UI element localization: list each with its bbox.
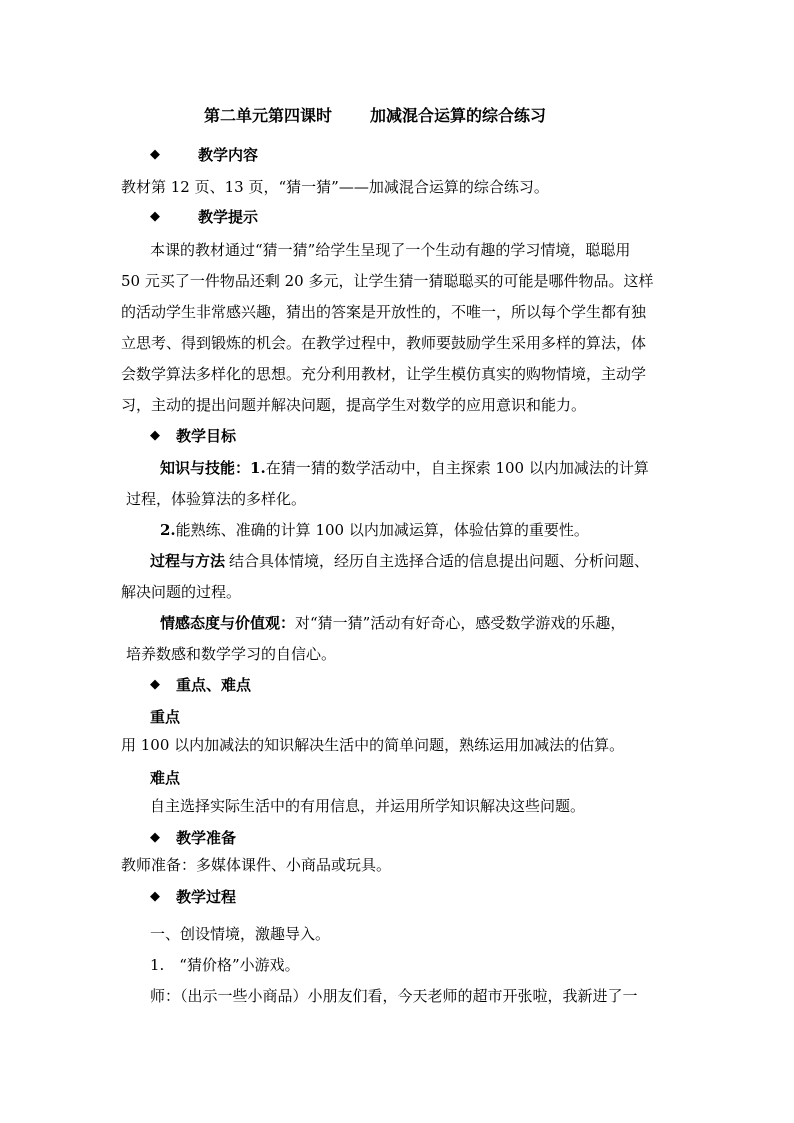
- knowledge-number: 2.: [160, 521, 176, 539]
- heading-prep: 教学准备: [176, 829, 237, 847]
- bullet-icon: ◆: [150, 209, 160, 224]
- title-topic: 加减混合运算的综合练习: [370, 106, 547, 125]
- knowledge-line: [160, 458, 649, 478]
- teacher-line: 师：（出示一些小商品）小朋友们看，今天老师的超市开张啦，我新进了一: [150, 987, 638, 1005]
- knowledge-text: 能熟练、准确的计算 100 以内加减运算，体验估算的重要性。: [175, 521, 589, 539]
- heading-goals: 教学目标: [176, 427, 237, 445]
- emotion-line: [160, 613, 625, 633]
- step-one-sub: 1. “猜价格”小游戏。: [150, 956, 300, 974]
- hint-line: 习，主动的提出问题并解决问题，提高学生对数学的应用意识和能力。: [121, 396, 587, 414]
- process-text: 结合具体情境，经历自主选择合适的信息提出问题、分析问题、: [229, 552, 650, 570]
- bullet-icon: ◆: [150, 830, 160, 845]
- title-lesson: 第二单元第四课时: [204, 106, 333, 125]
- hint-line: 50 元买了一件物品还剩 20 多元，让学生猜一猜聪聪买的可能是哪件物品。这样: [121, 272, 654, 290]
- bullet-icon: ◆: [150, 147, 160, 162]
- emotion-text: 对“猜一猜”活动有好奇心，感受数学游戏的乐趣，: [295, 614, 626, 632]
- key-text: 用 100 以内加减法的知识解决生活中的简单问题，熟练运用加减法的估算。: [121, 736, 625, 754]
- emotion-line-cont: 培养数感和数学学习的自信心。: [126, 645, 337, 663]
- hint-line: 本课的教材通过“猜一猜”给学生呈现了一个生动有趣的学习情境，聪聪用: [150, 241, 631, 259]
- heading-keypoints: 重点、难点: [176, 676, 252, 694]
- step-one: 一、创设情境，激趣导入。: [150, 925, 331, 943]
- hint-line: 立思考、得到锻炼的机会。在教学过程中，教师要鼓励学生采用多样的算法，体: [121, 334, 647, 352]
- prep-text: 教师准备：多媒体课件、小商品或玩具。: [121, 856, 392, 874]
- difficult-label: 难点: [150, 769, 181, 787]
- key-label: 重点: [150, 708, 181, 726]
- bullet-icon: ◆: [150, 677, 160, 692]
- hint-line: 会数学算法多样化的思想。充分利用教材，让学生模仿真实的购物情境，主动学: [121, 365, 647, 383]
- difficult-text: 自主选择实际生活中的有用信息，并运用所学知识解决这些问题。: [150, 797, 586, 815]
- knowledge-line-2: [160, 520, 589, 540]
- knowledge-line-cont: 过程，体验算法的多样化。: [126, 490, 307, 508]
- heading-process: 教学过程: [176, 888, 237, 906]
- knowledge-label: 知识与技能：: [160, 459, 251, 477]
- process-method-line: [150, 551, 649, 571]
- document-title: [204, 106, 546, 126]
- bullet-icon: ◆: [150, 428, 160, 443]
- knowledge-text: 在猜一猜的数学活动中，自主探索 100 以内加减法的计算: [265, 459, 649, 477]
- bullet-icon: ◆: [150, 889, 160, 904]
- knowledge-number: 1.: [250, 459, 266, 477]
- content-text: 教材第 12 页、13 页，“猜一猜”——加减混合运算的综合练习。: [121, 178, 549, 196]
- heading-content: 教学内容: [198, 146, 259, 164]
- process-method-line-cont: 解决问题的过程。: [121, 583, 242, 601]
- process-label: 过程与方法: [150, 552, 226, 570]
- heading-hint: 教学提示: [198, 208, 259, 226]
- emotion-label: 情感态度与价值观：: [160, 614, 296, 632]
- hint-line: 的活动学生非常感兴趣，猜出的答案是开放性的，不唯一，所以每个学生都有独: [121, 303, 647, 321]
